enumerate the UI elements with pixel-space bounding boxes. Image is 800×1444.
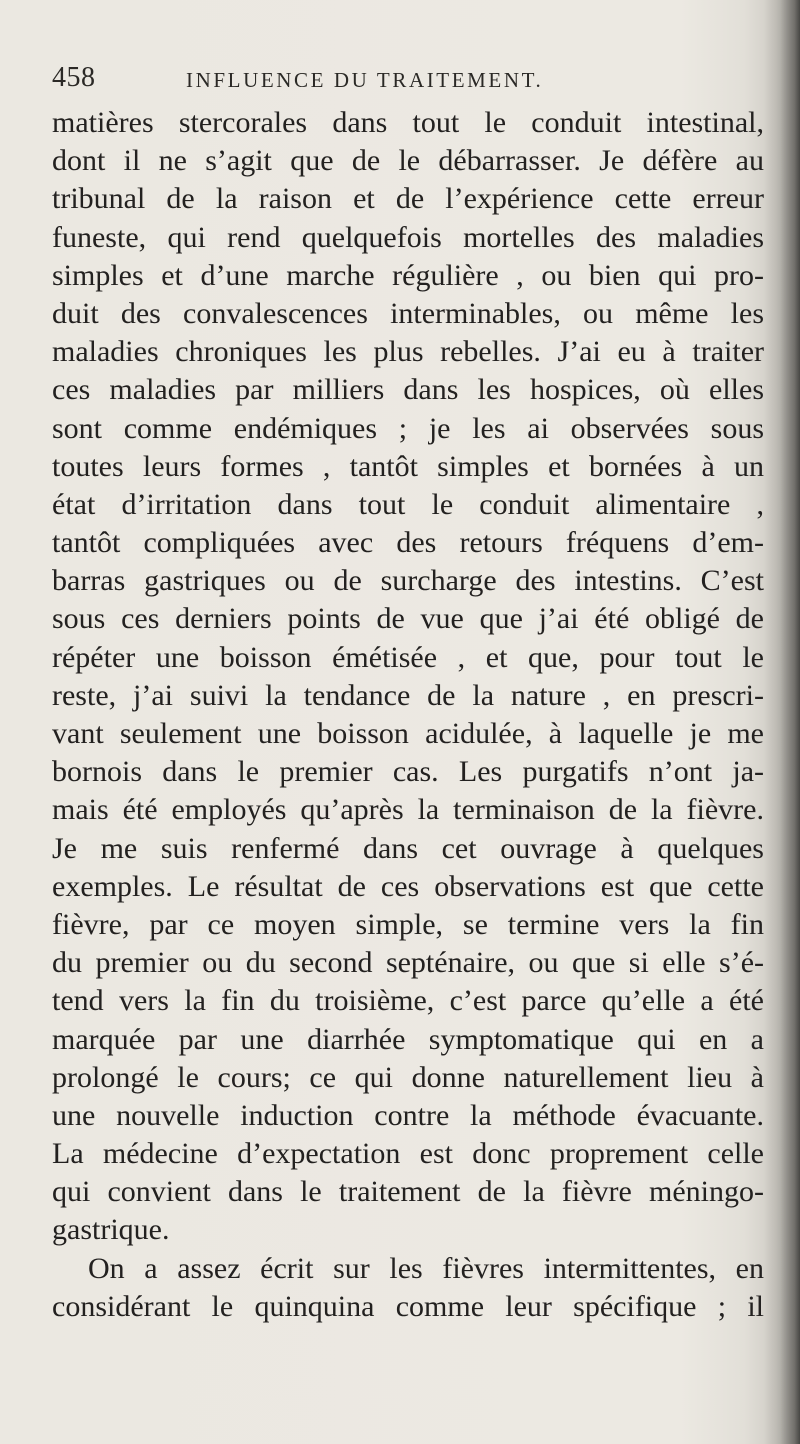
text-line: état d’irritation dans tout le conduit alimentaire ,: [52, 487, 764, 521]
page-number: 458: [52, 62, 96, 93]
text-line: considérant le quinquina comme leur spécifique ; il: [52, 1289, 764, 1323]
text-line: prolongé le cours; ce qui donne naturellement lieu à: [52, 1060, 764, 1094]
text-line: sous ces derniers points de vue que j’ai été obligé de: [52, 602, 764, 636]
text-line: toutes leurs formes , tantôt simples et bornées à un: [52, 449, 764, 483]
text-line: matières stercorales dans tout le conduit intestinal,: [52, 106, 764, 139]
page-edge-shadow: [764, 0, 800, 1444]
text-line: qui convient dans le traitement de la fièvre méningo-: [52, 1175, 764, 1209]
text-line: maladies chroniques les plus rebelles. J’ai eu à traiter: [52, 335, 764, 369]
text-line: tend vers la fin du troisième, c’est parce qu’elle a été: [52, 984, 764, 1018]
text-line: dont il ne s’agit que de le débarrasser. Je défère au: [52, 144, 764, 178]
text-line: mais été employés qu’après la terminaison de la fièvre.: [52, 793, 764, 827]
text-line: marquée par une diarrhée symptomatique qui en a: [52, 1022, 764, 1056]
text-line: tribunal de la raison et de l’expérience cette erreur: [52, 182, 764, 216]
text-line: tantôt compliquées avec des retours fréquens d’em-: [52, 526, 764, 560]
text-line: duit des convalescences interminables, ou même les: [52, 296, 764, 330]
text-line: reste, j’ai suivi la tendance de la nature , en prescri-: [52, 678, 764, 712]
text-line: une nouvelle induction contre la méthode évacuante.: [52, 1098, 764, 1132]
text-line: exemples. Le résultat de ces observations est que cette: [52, 869, 764, 903]
page-header: [52, 62, 732, 102]
text-line: du premier ou du second septénaire, ou que si elle s’é-: [52, 946, 764, 980]
text-line: ces maladies par milliers dans les hospices, où elles: [52, 373, 764, 407]
text-line: fièvre, par ce moyen simple, se termine vers la fin: [52, 907, 764, 941]
text-line: La médecine d’expectation est donc proprement celle: [52, 1137, 764, 1171]
text-line: simples et d’une marche régulière , ou bien qui pro-: [52, 258, 764, 292]
paragraph-start-line: On a assez écrit sur les fièvres intermittentes, en: [88, 1251, 764, 1285]
text-line: funeste, qui rend quelquefois mortelles des maladies: [52, 220, 764, 254]
running-title: INFLUENCE DU TRAITEMENT.: [186, 68, 544, 92]
text-line: Je me suis renfermé dans cet ouvrage à quelques: [52, 831, 764, 865]
text-line: bornois dans le premier cas. Les purgatifs n’ont ja-: [52, 755, 764, 789]
text-line: barras gastriques ou de surcharge des intestins. C’est: [52, 564, 764, 598]
text-line: gastrique.: [52, 1213, 170, 1247]
text-line: sont comme endémiques ; je les ai observées sous: [52, 411, 764, 445]
text-line: répéter une boisson émétisée , et que, pour tout le: [52, 640, 764, 674]
text-line: vant seulement une boisson acidulée, à laquelle je me: [52, 717, 764, 750]
body-text: [52, 104, 764, 1326]
